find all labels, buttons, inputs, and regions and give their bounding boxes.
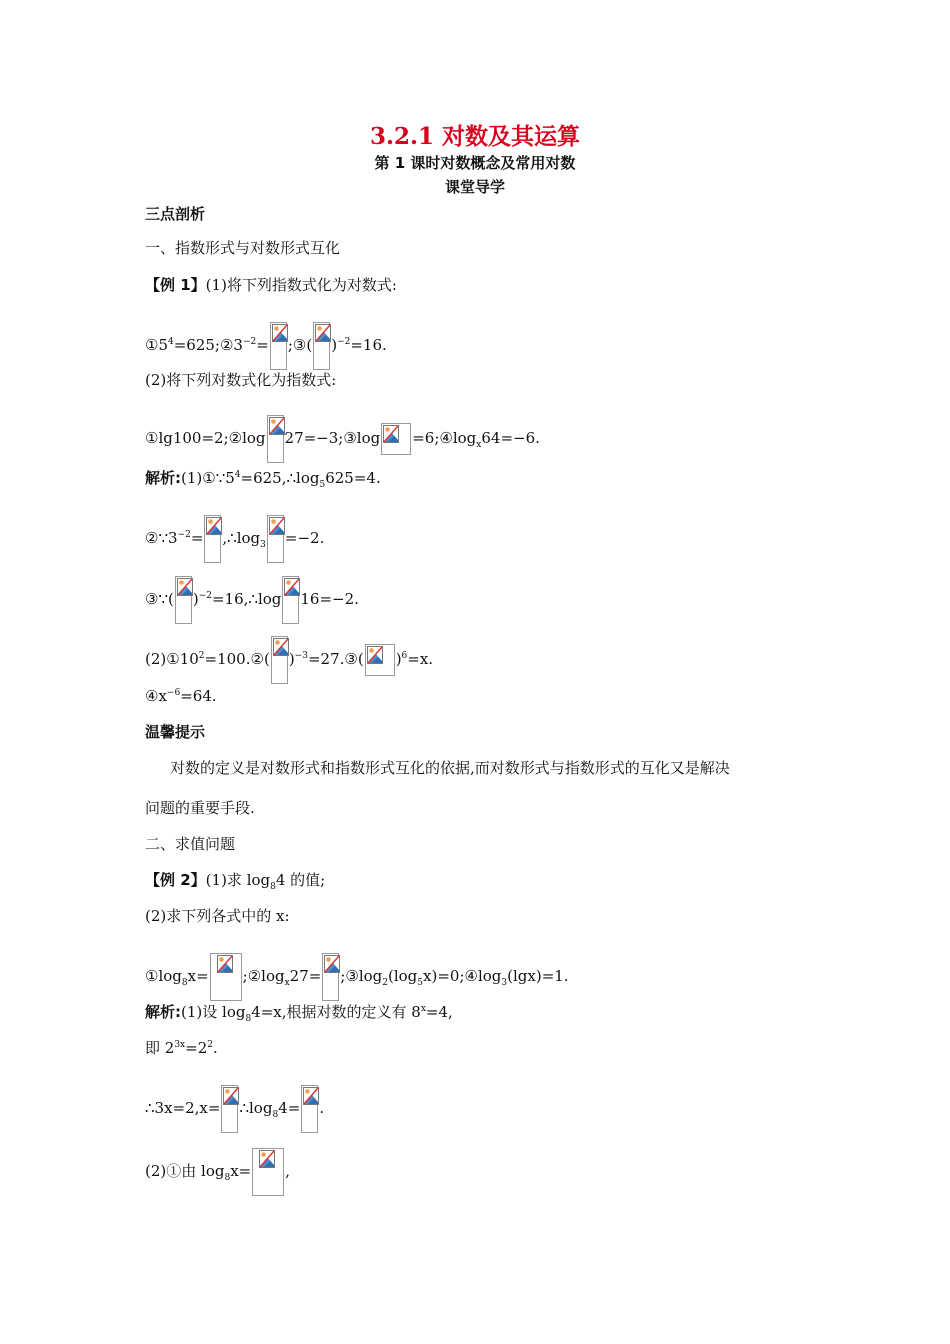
formula-image-placeholder-icon bbox=[267, 515, 284, 563]
formula-image-placeholder-icon bbox=[365, 644, 395, 676]
formula-image-placeholder-icon bbox=[282, 576, 299, 624]
formula-image-placeholder-icon bbox=[301, 1085, 318, 1133]
solution-label: 解析: bbox=[145, 1003, 181, 1021]
broken-image-icon bbox=[269, 417, 285, 435]
part1-title: 一、指数形式与对数形式互化 bbox=[145, 239, 341, 257]
formula-image-placeholder-icon bbox=[252, 1148, 284, 1196]
formula-image-placeholder-icon bbox=[221, 1085, 238, 1133]
page-subtitle: 第 1 课时对数概念及常用对数 bbox=[374, 154, 576, 172]
part2-title: 二、求值问题 bbox=[145, 835, 236, 853]
broken-image-icon bbox=[269, 517, 285, 535]
analysis-heading: 三点剖析 bbox=[145, 205, 206, 223]
broken-image-icon bbox=[272, 324, 288, 342]
broken-image-icon bbox=[223, 1087, 239, 1105]
formula-image-placeholder-icon bbox=[271, 636, 288, 684]
broken-image-icon bbox=[177, 578, 193, 596]
solution2-line4: (2)①由 $\log_8x=$ , bbox=[145, 1148, 290, 1196]
solution2-line3: ∴3x=2,x= $\therefore\log_84=$ . bbox=[145, 1085, 324, 1133]
broken-image-icon bbox=[217, 955, 233, 973]
example1-label: 【例 1】 bbox=[145, 276, 206, 294]
solution1-line2: $②\because 3^{-2}=$ $,\therefore\log_3$ =−2. bbox=[145, 515, 324, 563]
solution1-line4: $(2)①10^2=100.②$( )$^{-3}$=27.③( )$^6$=x. bbox=[145, 636, 433, 684]
broken-image-icon bbox=[273, 638, 289, 656]
page-title: 3.2.1 对数及其运算 bbox=[369, 123, 581, 150]
example1-question1: 【例 1】(1)将下列指数式化为对数式: bbox=[145, 276, 397, 294]
broken-image-icon bbox=[383, 425, 399, 443]
example1-q1-items: $①5^4=625;②3^{-2}=$ ;③( )$^{-2}$=16. bbox=[145, 322, 387, 370]
tip-heading: 温馨提示 bbox=[145, 723, 206, 741]
formula-image-placeholder-icon bbox=[175, 576, 192, 624]
example2-question2: (2)求下列各式中的 x: bbox=[145, 907, 290, 925]
broken-image-icon bbox=[367, 646, 383, 664]
broken-image-icon bbox=[303, 1087, 319, 1105]
solution1-line1: 解析$:(1)①\because 5^4=625,\therefore\log_5625=4$. bbox=[145, 469, 381, 490]
formula-image-placeholder-icon bbox=[381, 423, 411, 455]
formula-image-placeholder-icon bbox=[204, 515, 221, 563]
broken-image-icon bbox=[206, 517, 222, 535]
example2-label: 【例 2】 bbox=[145, 871, 206, 889]
solution2-line1: 解析:(1)设 $\log_84=x$,根据对数的定义有 $8^x=4$, bbox=[145, 1003, 453, 1024]
example1-q2-items: ①lg100=2;②log 27=−3;③log $=6;④\log_x64=-6$. bbox=[145, 415, 540, 463]
formula-image-placeholder-icon bbox=[267, 415, 284, 463]
solution-label: 解析: bbox=[145, 469, 181, 487]
broken-image-icon bbox=[315, 324, 331, 342]
broken-image-icon bbox=[324, 955, 340, 973]
example1-question2: (2)将下列对数式化为指数式: bbox=[145, 371, 337, 389]
formula-image-placeholder-icon bbox=[210, 953, 242, 1001]
tip-line1: 对数的定义是对数形式和指数形式互化的依据,而对数形式与指数形式的互化又是解决 bbox=[170, 759, 730, 777]
broken-image-icon bbox=[284, 578, 300, 596]
formula-image-placeholder-icon bbox=[313, 322, 330, 370]
example2-items: $①\log_8x=$ $;②\log_x27=$ $;③\log_2(\log_5x)=0;④\log_3(\lg x)=1$. bbox=[145, 953, 569, 1001]
example2-question1: 【例 2】(1)求 $\log_84$ 的值; bbox=[145, 871, 326, 892]
solution1-line5: $④x^{-6}=64$. bbox=[145, 687, 217, 705]
broken-image-icon bbox=[259, 1150, 275, 1168]
solution2-line2: 即 $2^{3x}=2^2$. bbox=[145, 1039, 218, 1057]
formula-image-placeholder-icon bbox=[270, 322, 287, 370]
solution1-line3: ③∵( )$^{-2}$=16,∴log 16=−2. bbox=[145, 576, 359, 624]
section-label: 课堂导学 bbox=[444, 178, 505, 196]
tip-line2: 问题的重要手段. bbox=[145, 799, 255, 817]
formula-image-placeholder-icon bbox=[322, 953, 339, 1001]
